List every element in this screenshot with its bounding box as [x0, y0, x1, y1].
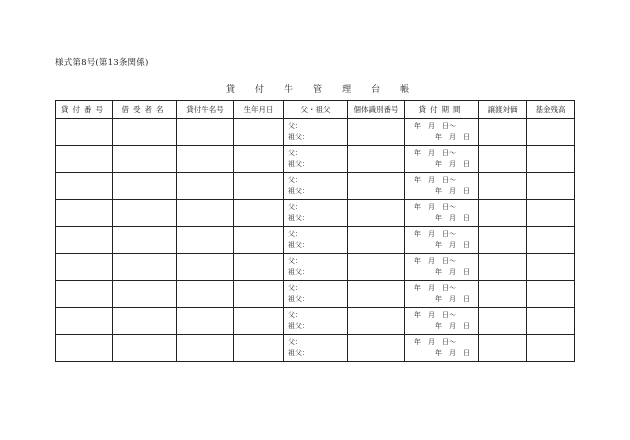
period-from-label: 年 月 日～: [414, 284, 456, 292]
father-label: 父：: [288, 284, 302, 292]
grandfather-label: 祖父：: [288, 295, 309, 303]
id-number-cell: [348, 281, 405, 308]
header-row: [56, 101, 575, 119]
column-header-loan-number: 貸付番号: [56, 101, 113, 119]
title-char: 理: [342, 85, 352, 95]
period-to-label: 年 月 日: [435, 295, 470, 303]
loan-period-cell: [405, 200, 479, 227]
transfer-price-cell: [479, 119, 527, 146]
transfer-price-cell: [479, 227, 527, 254]
period-from-label: 年 月 日～: [414, 311, 456, 319]
sire-cell: [284, 335, 348, 362]
loan-number-cell: [56, 173, 113, 200]
column-header-transfer-price: 譲渡対価: [479, 101, 527, 119]
father-label: 父：: [288, 338, 302, 346]
loan-number-cell: [56, 146, 113, 173]
period-to-label: 年 月 日: [435, 214, 470, 222]
period-to-label: 年 月 日: [435, 133, 470, 141]
period-from-label: 年 月 日～: [414, 257, 456, 265]
transfer-price-cell: [479, 200, 527, 227]
table-row: [56, 254, 575, 281]
birth-date-cell: [234, 173, 284, 200]
loan-period-cell: [405, 227, 479, 254]
father-label: 父：: [288, 122, 302, 130]
fund-balance-cell: [527, 119, 575, 146]
loan-period-cell: [405, 146, 479, 173]
grandfather-label: 祖父：: [288, 268, 309, 276]
table-row: [56, 200, 575, 227]
column-header-borrower-name: 借受者名: [113, 101, 177, 119]
period-to-label: 年 月 日: [435, 268, 470, 276]
period-to-label: 年 月 日: [435, 322, 470, 330]
transfer-price-cell: [479, 173, 527, 200]
table-row: [56, 173, 575, 200]
sire-cell: [284, 227, 348, 254]
id-number-cell: [348, 173, 405, 200]
period-from-label: 年 月 日～: [414, 176, 456, 184]
cattle-name-cell: [177, 281, 234, 308]
id-number-cell: [348, 308, 405, 335]
id-number-cell: [348, 146, 405, 173]
sire-cell: [284, 146, 348, 173]
period-to-label: 年 月 日: [435, 160, 470, 168]
title-char: 貸: [226, 85, 236, 95]
loan-period-cell: [405, 281, 479, 308]
loan-number-cell: [56, 281, 113, 308]
ledger-table: [55, 100, 575, 362]
birth-date-cell: [234, 308, 284, 335]
cattle-name-cell: [177, 119, 234, 146]
column-header-sire: 父・祖父: [284, 101, 348, 119]
table-row: [56, 335, 575, 362]
sire-cell: [284, 254, 348, 281]
table-row: [56, 119, 575, 146]
period-from-label: 年 月 日～: [414, 122, 456, 130]
cattle-name-cell: [177, 308, 234, 335]
cattle-name-cell: [177, 227, 234, 254]
loan-period-cell: [405, 335, 479, 362]
loan-number-cell: [56, 254, 113, 281]
loan-number-cell: [56, 119, 113, 146]
father-label: 父：: [288, 149, 302, 157]
column-header-cattle-name: 貸付牛名号: [177, 101, 234, 119]
birth-date-cell: [234, 254, 284, 281]
column-header-fund-balance: 基金残高: [527, 101, 575, 119]
transfer-price-cell: [479, 281, 527, 308]
form-number: 様式第8号(第13条関係): [55, 58, 149, 68]
grandfather-label: 祖父：: [288, 187, 309, 195]
loan-period-cell: [405, 173, 479, 200]
period-from-label: 年 月 日～: [414, 203, 456, 211]
fund-balance-cell: [527, 335, 575, 362]
birth-date-cell: [234, 227, 284, 254]
borrower-name-cell: [113, 281, 177, 308]
cattle-name-cell: [177, 200, 234, 227]
period-to-label: 年 月 日: [435, 241, 470, 249]
table-row: [56, 146, 575, 173]
loan-number-cell: [56, 200, 113, 227]
birth-date-cell: [234, 119, 284, 146]
id-number-cell: [348, 227, 405, 254]
sire-cell: [284, 200, 348, 227]
transfer-price-cell: [479, 308, 527, 335]
loan-number-cell: [56, 335, 113, 362]
period-from-label: 年 月 日～: [414, 230, 456, 238]
cattle-name-cell: [177, 173, 234, 200]
id-number-cell: [348, 200, 405, 227]
sire-cell: [284, 308, 348, 335]
period-from-label: 年 月 日～: [414, 338, 456, 346]
borrower-name-cell: [113, 227, 177, 254]
grandfather-label: 祖父：: [288, 241, 309, 249]
borrower-name-cell: [113, 173, 177, 200]
cattle-name-cell: [177, 254, 234, 281]
fund-balance-cell: [527, 227, 575, 254]
title-char: 付: [255, 85, 265, 95]
father-label: 父：: [288, 176, 302, 184]
period-to-label: 年 月 日: [435, 349, 470, 357]
grandfather-label: 祖父：: [288, 322, 309, 330]
transfer-price-cell: [479, 254, 527, 281]
father-label: 父：: [288, 203, 302, 211]
transfer-price-cell: [479, 335, 527, 362]
loan-number-cell: [56, 308, 113, 335]
column-header-loan-period: 貸付期間: [405, 101, 479, 119]
fund-balance-cell: [527, 200, 575, 227]
id-number-cell: [348, 119, 405, 146]
sire-cell: [284, 119, 348, 146]
loan-period-cell: [405, 308, 479, 335]
father-label: 父：: [288, 230, 302, 238]
column-header-birth-date: 生年月日: [234, 101, 284, 119]
title-char: 台: [371, 85, 381, 95]
cattle-name-cell: [177, 335, 234, 362]
father-label: 父：: [288, 311, 302, 319]
borrower-name-cell: [113, 335, 177, 362]
borrower-name-cell: [113, 146, 177, 173]
sire-cell: [284, 173, 348, 200]
title-char: 牛: [284, 85, 294, 95]
title-char: 帳: [400, 85, 410, 95]
birth-date-cell: [234, 335, 284, 362]
title-char: 管: [313, 85, 323, 95]
ledger-body: [56, 119, 575, 362]
sire-cell: [284, 281, 348, 308]
birth-date-cell: [234, 281, 284, 308]
fund-balance-cell: [527, 254, 575, 281]
cattle-name-cell: [177, 146, 234, 173]
grandfather-label: 祖父：: [288, 133, 309, 141]
table-row: [56, 308, 575, 335]
fund-balance-cell: [527, 146, 575, 173]
father-label: 父：: [288, 257, 302, 265]
fund-balance-cell: [527, 308, 575, 335]
loan-period-cell: [405, 254, 479, 281]
loan-period-cell: [405, 119, 479, 146]
birth-date-cell: [234, 146, 284, 173]
grandfather-label: 祖父：: [288, 214, 309, 222]
column-header-id-number: 個体識別番号: [348, 101, 405, 119]
fund-balance-cell: [527, 281, 575, 308]
id-number-cell: [348, 254, 405, 281]
birth-date-cell: [234, 200, 284, 227]
id-number-cell: [348, 335, 405, 362]
fund-balance-cell: [527, 173, 575, 200]
borrower-name-cell: [113, 119, 177, 146]
table-row: [56, 227, 575, 254]
loan-number-cell: [56, 227, 113, 254]
document-title: [226, 82, 409, 95]
borrower-name-cell: [113, 254, 177, 281]
period-to-label: 年 月 日: [435, 187, 470, 195]
grandfather-label: 祖父：: [288, 160, 309, 168]
grandfather-label: 祖父：: [288, 349, 309, 357]
table-row: [56, 281, 575, 308]
period-from-label: 年 月 日～: [414, 149, 456, 157]
transfer-price-cell: [479, 146, 527, 173]
borrower-name-cell: [113, 308, 177, 335]
borrower-name-cell: [113, 200, 177, 227]
